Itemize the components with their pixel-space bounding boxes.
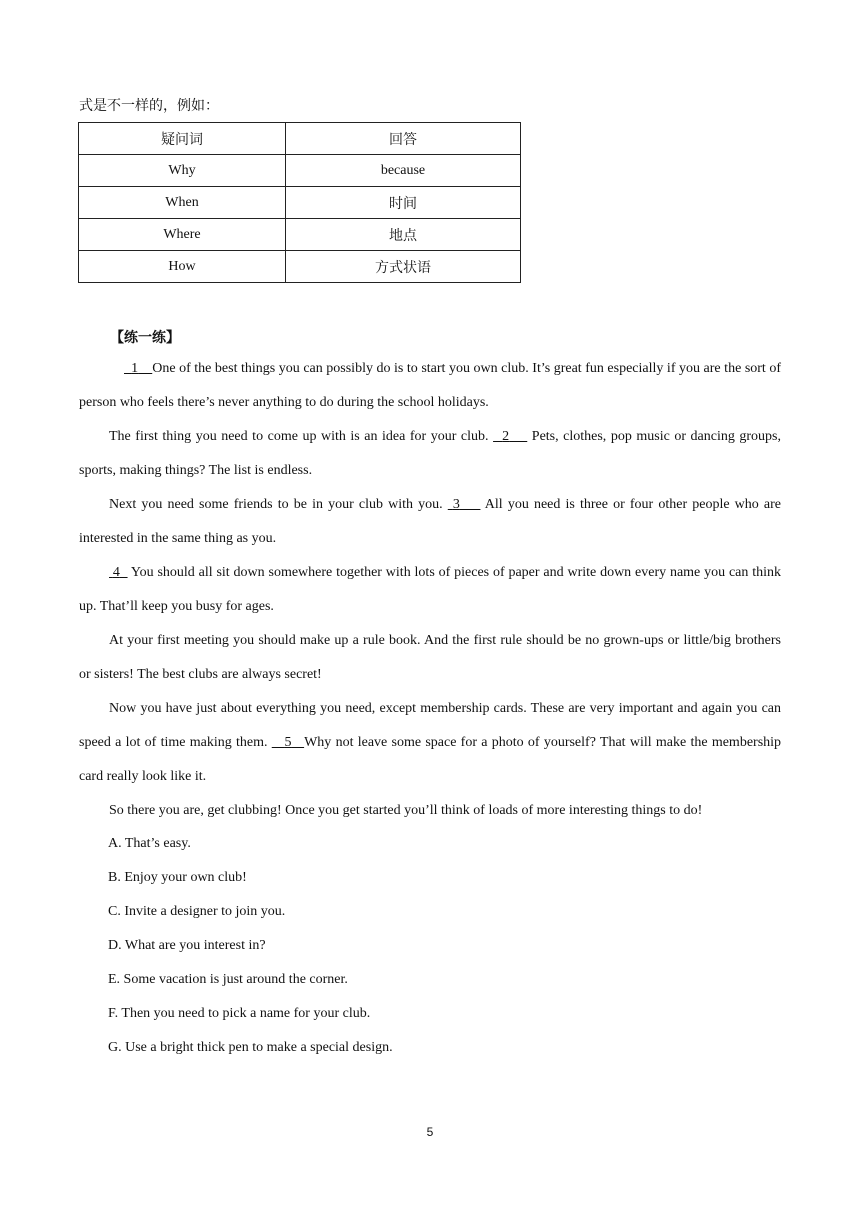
blank-number: 5: [284, 735, 292, 750]
answer-blank[interactable]: [493, 429, 527, 444]
table-cell: How: [79, 251, 286, 283]
table-row: [79, 155, 521, 187]
paragraph-text: Why not leave some space for a photo of yourself? That will make the membership card really look like it.: [79, 735, 782, 784]
table-header-cell: 疑问词: [79, 123, 286, 155]
option-b: B. Enjoy your own club!: [108, 870, 247, 885]
paragraph-text: One of the best things you can possibly do is to start you own club. It’s great fun especially if you are the sort of person who feels there’s never anything to do during the school holidays.: [79, 361, 782, 410]
option-e: E. Some vacation is just around the corner.: [108, 972, 348, 987]
paragraph-text: Now you have just about everything you need, except membership cards. These are very important and again you can speed a lot of time making them.: [79, 701, 781, 750]
option-a: A. That’s easy.: [108, 836, 191, 851]
table-cell: 时间: [286, 187, 521, 219]
table-cell: Where: [79, 219, 286, 251]
answer-blank[interactable]: [448, 497, 481, 512]
table-header-row: [79, 123, 521, 155]
passage-paragraph: [79, 794, 781, 828]
blank-number: 3: [452, 497, 460, 512]
table-cell: When: [79, 187, 286, 219]
question-word-table: [78, 122, 521, 283]
option-g: G. Use a bright thick pen to make a special design.: [108, 1040, 393, 1055]
paragraph-text: So there you are, get clubbing! Once you get started you’ll think of loads of more interesting things to do!: [109, 803, 703, 818]
blank-number: 1: [131, 361, 139, 376]
answer-blank[interactable]: [272, 735, 304, 750]
paragraph-text: Next you need some friends to be in your club with you.: [109, 497, 448, 512]
table-cell: because: [286, 155, 521, 187]
passage-paragraph: [79, 624, 781, 692]
paragraph-text: All you need is three or four other people who are interested in the same thing as you.: [79, 497, 782, 546]
table-cell: 地点: [286, 219, 521, 251]
answer-blank[interactable]: [109, 565, 128, 580]
passage-paragraph: [79, 420, 781, 488]
section-title: 【练一练】: [110, 331, 180, 346]
option-d: D. What are you interest in?: [108, 938, 266, 953]
paragraph-text: You should all sit down somewhere together with lots of pieces of paper and write down every name you can think up. That’ll keep you busy for ages.: [79, 565, 782, 614]
option-f: F. Then you need to pick a name for your club.: [108, 1006, 371, 1021]
table-cell: 方式状语: [286, 251, 521, 283]
paragraph-text: The first thing you need to come up with is an idea for your club.: [109, 429, 494, 444]
paragraph-text: At your first meeting you should make up a rule book. And the first rule should be no grown-ups or little/big brothers or sisters! The best clubs are always secret!: [79, 633, 781, 682]
table-cell: Why: [79, 155, 286, 187]
passage-paragraph: [79, 488, 781, 556]
option-c: C. Invite a designer to join you.: [108, 904, 286, 919]
passage-paragraph: [79, 352, 781, 420]
table-row: [79, 187, 521, 219]
passage-paragraph: [79, 556, 781, 624]
table-row: [79, 251, 521, 283]
paragraph-text: Pets, clothes, pop music or dancing groups, sports, making things? The list is endless.: [79, 429, 781, 478]
blank-number: 2: [502, 429, 510, 444]
blank-number: 4: [112, 565, 120, 580]
table-header-cell: 回答: [286, 123, 521, 155]
table-row: [79, 219, 521, 251]
passage-paragraph: [79, 692, 781, 794]
page-number: 5: [426, 1125, 434, 1139]
intro-text: 式是不一样的，例如：: [79, 99, 219, 114]
answer-blank[interactable]: [124, 361, 152, 376]
